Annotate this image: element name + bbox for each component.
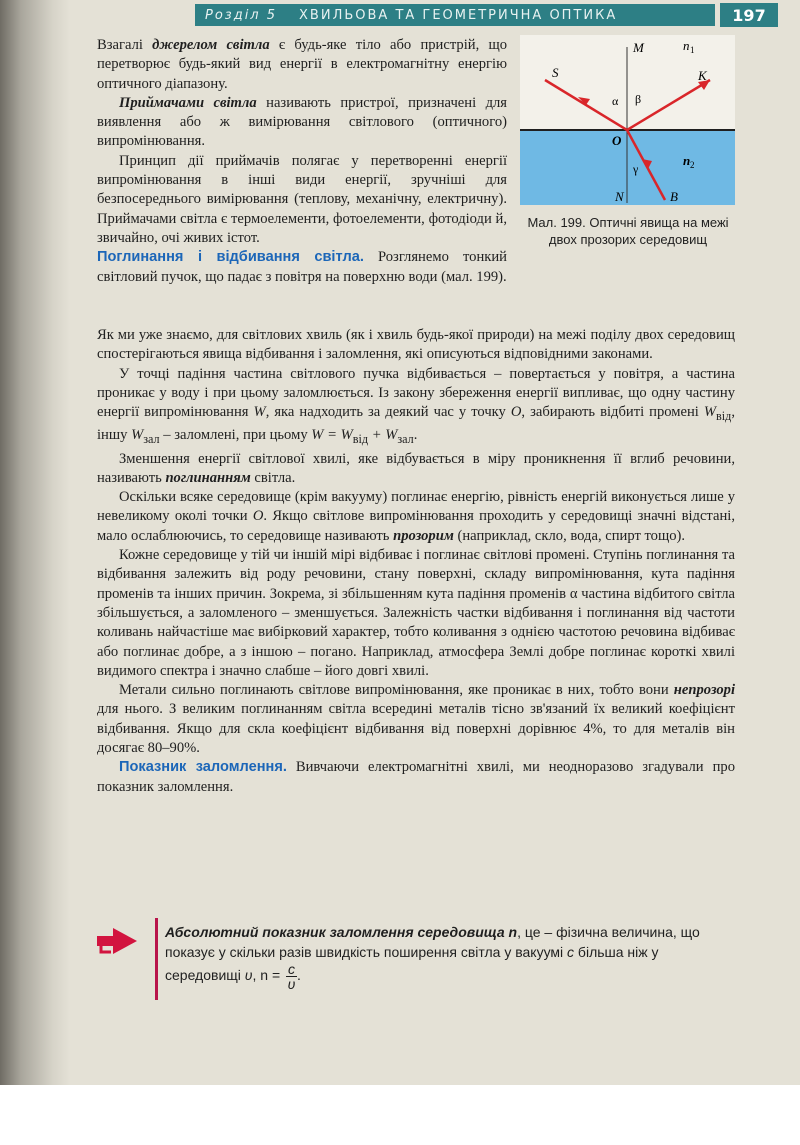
figure-label-n2: n xyxy=(683,153,691,168)
text-run: , забирають відбиті промені xyxy=(521,404,704,421)
figure-label-gamma: γ xyxy=(633,162,639,176)
figure-label-N: N xyxy=(615,189,624,204)
paragraph-reflection-absorption: Кожне середовище у тій чи іншій мірі відбиває і поглинає світлові промені. Ступінь поглинання та відбивання залежить від роду речовини, стану поверхні, складу випромінювання, кута падіння променів та інших причин. Зокрема, зі збільшенням кута падіння променів α частина відбитого світла збільшується, а заломленого – зменшується. Залежність частки відбивання і поглинання від частоти коливань найчастіше має вибірковий характер, тобто коливання з однією частотою речовина відбиває або поглинає добре, а з іншою – погано. Наприклад, атмосфера Землі добре поглинає короткі хвилі видимого спектра і значно слабше – його довгі хвилі. xyxy=(97,547,735,679)
paragraph-energy-conservation xyxy=(97,365,735,450)
heading-refraction-index: Показник заломлення. xyxy=(119,759,287,776)
fraction-numerator: c xyxy=(288,961,296,977)
text-run: . xyxy=(413,427,418,444)
definition-term: Абсолютний показник заломлення середовища xyxy=(165,924,505,940)
figure-199 xyxy=(520,35,735,205)
definition-refraction-index xyxy=(165,922,737,991)
text-run: є будь-яке тіло або пристрій, що перетворює будь-який вид енергії в електромагнітну енергію оптичного діапазону. xyxy=(97,37,507,92)
paragraph-boundary-phenomena: Як ми уже знаємо, для світлових хвиль (як і хвиль будь-якої природи) на межі поділу двох середовищ спостерігаються явища відбивання і заломлення, які описуються відповідними законами. xyxy=(97,327,735,363)
text-run: Вивчаючи електромагнітні хвилі, ми неодноразово згадували про показник заломлення. xyxy=(97,759,735,795)
paragraph-absorption-intro xyxy=(97,248,507,287)
text-run: . xyxy=(297,967,301,984)
symbol-O: O xyxy=(252,508,264,525)
symbol-W: W xyxy=(253,404,266,421)
term-absorption: поглинанням xyxy=(165,469,251,486)
figure-label-n1: n xyxy=(683,38,690,53)
paragraph-light-source xyxy=(97,36,507,94)
paragraph-metals xyxy=(97,681,735,758)
page-number: 197 xyxy=(720,3,778,27)
paragraph-receiver-principle: Принцип дії приймачів полягає у перетворенні енергії випромінювання в інші види енергії, зручніші для безпосереднього вимірювання (теплову, механічну, електричну). Приймачами світла є термоелементи, фотоелементи, фотодіоди й, звичайно, очі живих істот. xyxy=(97,152,507,246)
header-title: ХВИЛЬОВА ТА ГЕОМЕТРИЧНА ОПТИКА xyxy=(299,7,618,23)
symbol-W-refracted: W xyxy=(131,427,144,444)
term-light-source: джерелом світла xyxy=(152,37,270,53)
figure-label-S: S xyxy=(552,65,559,80)
text-run: , яка надходить за деякий час у точку xyxy=(265,404,511,421)
symbol-v: υ xyxy=(244,967,253,984)
text-run: Взагалі xyxy=(97,37,153,53)
text-run: світла. xyxy=(250,469,296,486)
fraction-c-over-v xyxy=(286,962,297,991)
text-run: Метали сильно поглинають світлове випромінювання, яке проникає в них, тобто вони xyxy=(119,682,674,699)
figure-label-O: O xyxy=(612,133,622,148)
text-run: Розглянемо тонкий світловий пучок, що падає з повітря на поверхню води (мал. 199). xyxy=(97,249,507,285)
figure-label-K: K xyxy=(698,68,707,83)
figure-label-n1-sub: 1 xyxy=(690,45,695,55)
symbol-n: n xyxy=(508,924,518,940)
text-run: , іншу xyxy=(97,404,735,444)
formula-sub-refracted: зал xyxy=(397,432,414,447)
text-run: для нього. З великим поглинанням світла всередині металів тісно зв'язаний їх великий коефіцієнт відбивання. Якщо для скла коефіцієнт відбивання від поверхні дорівнює 4%, то для металів він досягає 80–90%. xyxy=(97,701,735,757)
subscript-reflected: від xyxy=(716,409,732,424)
text-run: , це – фізична величина, що показує у скільки разів швидкість поширення світла у вакуумі xyxy=(165,924,700,960)
figure-label-alpha: α xyxy=(612,94,619,108)
subscript-refracted: зал xyxy=(143,432,160,447)
formula-sub-reflected: від xyxy=(352,432,369,447)
text-run: – заломлені, при цьому xyxy=(159,427,312,444)
paragraph-light-receivers xyxy=(97,94,507,152)
figure-label-M: M xyxy=(633,40,644,55)
paragraph-transparent-medium xyxy=(97,488,735,546)
main-column xyxy=(97,326,735,797)
text-run: У точці падіння частина світлового пучка відбивається – повертається у повітря, а частина проникає у воду і при цьому заломлюється. Із закону збереження енергії випливає, що одну частину енергії випромінювання xyxy=(97,365,735,421)
pointing-hand-icon xyxy=(95,924,139,958)
header-section: Розділ 5 xyxy=(205,7,278,23)
text-run: називають пристрої, призначені для виявлення або ж вимірювання світлового (оптичного) випромінювання. xyxy=(97,94,507,150)
term-light-receivers: Приймачами світла xyxy=(119,94,257,111)
text-run: . Якщо світлове випромінювання проходить у середовищі значні відстані, мало ослаблюючись, то середовище називають xyxy=(97,508,735,544)
figure-caption: Мал. 199. Оптичні явища на межі двох прозорих середовищ xyxy=(527,215,729,247)
term-transparent: прозорим xyxy=(393,527,454,544)
narrow-column xyxy=(97,36,507,287)
symbol-O: O xyxy=(510,404,522,421)
text-run: Оскільки всяке середовище (крім вакууму) поглинає енергію, рівність енергій виконується лише у невеликому околі точки xyxy=(97,489,735,525)
figure-label-beta: β xyxy=(635,92,642,106)
running-header xyxy=(195,4,715,26)
below-page-area xyxy=(0,1085,800,1145)
text-run: більша ніж у середовищі xyxy=(165,944,659,984)
heading-absorption: Поглинання і відбивання світла. xyxy=(97,249,364,266)
term-opaque: непрозорі xyxy=(673,682,735,699)
definition-bar xyxy=(155,918,158,1000)
symbol-c: c xyxy=(567,944,575,960)
text-run: Зменшення енергії світлової хвилі, яке відбувається в міру проникнення її вглиб речовини, називають xyxy=(97,450,735,486)
symbol-W-reflected: W xyxy=(703,404,717,421)
paragraph-refraction-index-intro xyxy=(97,758,735,797)
figure-label-n2-sub: 2 xyxy=(690,160,695,170)
fraction-denominator: υ xyxy=(287,976,296,992)
figure-label-B: B xyxy=(670,189,678,204)
book-spine-shadow xyxy=(0,0,70,1085)
formula-plus: + W xyxy=(368,427,398,444)
paragraph-absorption-definition xyxy=(97,450,735,489)
text-run: , n = xyxy=(252,967,285,984)
formula-energy: W = W xyxy=(311,427,353,444)
text-run: (наприклад, скло, вода, спирт тощо). xyxy=(453,527,685,544)
